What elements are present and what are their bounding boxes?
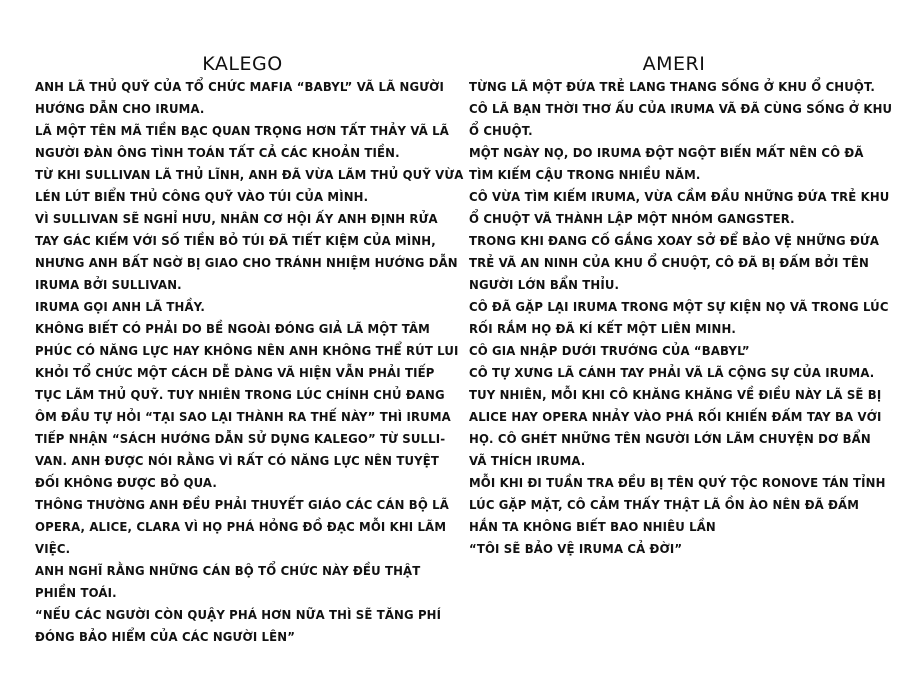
- text-line: Ổ CHUỘT VÃ THÀNH LẬP MỘT NHÓM GANGSTER.: [469, 211, 795, 226]
- text-line: CÔ VỪA TÌM KIẾM IRUMA, VỪA CẦM ĐẦU NHỮNG ĐỨA TRẺ KHU: [469, 189, 890, 204]
- text-line: LÚC GẶP MẶT, CÔ CẢM THẤY THẬT LÃ ỒN ÀO NÊN ĐÃ ĐẤM: [469, 497, 860, 512]
- text-line: TÌM KIẾM CẬU TRONG NHIỀU NĂM.: [469, 167, 701, 182]
- text-line: “TÔI SẼ BẢO VỆ IRUMA CẢ ĐỜI”: [469, 541, 683, 556]
- text-line: IRUMA BỞI SULLIVAN.: [35, 277, 182, 292]
- text-line: LÃ MỘT TÊN MÃ TIỀN BẠC QUAN TRỌNG HƠN TẤT THẢY VÃ LÃ: [35, 123, 449, 138]
- ameri-column: [469, 52, 893, 560]
- text-line: VAN. ANH ĐƯỢC NÓI RẰNG VÌ RẤT CÓ NĂNG LỰC NÊN TUYỆT: [35, 453, 440, 468]
- text-line: TIẾP NHẬN “SÁCH HƯỚNG DẪN SỬ DỤNG KALEGO” TỪ SULLI-: [35, 431, 446, 446]
- text-line: VÌ SULLIVAN SẼ NGHỈ HƯU, NHÂN CƠ HỘI ẤY ANH ĐỊNH RỬA: [35, 211, 438, 226]
- text-line: NGƯỜI ĐÀN ÔNG TÌNH TOÁN TẤT CẢ CÁC KHOẢN TIỀN.: [35, 145, 400, 160]
- text-line: ĐỐI KHÔNG ĐƯỢC BỎ QUA.: [35, 475, 217, 490]
- text-line: TAY GÁC KIẾM VỚI SỐ TIỀN BỎ TÚI ĐÃ TIẾT KIỆM CỦA MÌNH,: [35, 233, 436, 248]
- text-line: NGƯỜI LỚN BẨN THỈU.: [469, 277, 620, 292]
- text-line: NHƯNG ANH BẤT NGỜ BỊ GIAO CHO TRÁNH NHIỆM HƯỚNG DẪN: [35, 255, 458, 270]
- kalego-column: [35, 52, 464, 648]
- text-line: TRONG KHI ĐANG CỐ GẮNG XOAY SỞ ĐỂ BẢO VỆ NHỮNG ĐỨA: [469, 233, 880, 248]
- text-line: ANH LÃ THỦ QUỸ CỦA TỔ CHỨC MAFIA “BABYL” VÃ LÃ NGƯỜI: [35, 79, 445, 94]
- text-line: VÃ THÍCH IRUMA.: [469, 453, 586, 468]
- text-line: KHÔNG BIẾT CÓ PHẢI DO BỀ NGOÀI ĐÓNG GIẢ LÃ MỘT TÂM: [35, 321, 430, 336]
- text-line: TRẺ VÃ AN NINH CỦA KHU Ổ CHUỘT, CÔ ĐÃ BỊ ĐẤM BỞI TÊN: [469, 255, 869, 270]
- text-line: KHỎI TỔ CHỨC MỘT CÁCH DỄ DÀNG VÃ HIỆN VẪN PHẢI TIẾP: [35, 365, 435, 380]
- text-line: CÔ LÃ BẠN THỜI THƠ ẤU CỦA IRUMA VÃ ĐÃ CÙNG SỐNG Ở KHU: [469, 101, 893, 116]
- text-line: “NẾU CÁC NGƯỜI CÒN QUẬY PHÁ HƠN NỮA THÌ SẼ TĂNG PHÍ: [35, 607, 442, 622]
- ameri-description: [469, 76, 893, 560]
- text-line: VIỆC.: [35, 541, 71, 556]
- text-line: CÔ ĐÃ GẶP LẠI IRUMA TRONG MỘT SỰ KIỆN NỌ VÃ TRONG LÚC: [469, 299, 889, 314]
- text-line: TỪ KHI SULLIVAN LÃ THỦ LĨNH, ANH ĐÃ VỪA LÃM THỦ QUỸ VỪA: [35, 167, 464, 182]
- text-line: ANH NGHĨ RẰNG NHỮNG CÁN BỘ TỔ CHỨC NÀY ĐỀU THẬT: [35, 563, 421, 578]
- text-line: IRUMA GỌI ANH LÃ THẦY.: [35, 299, 205, 314]
- text-line: HẮN TA KHÔNG BIẾT BAO NHIÊU LẦN: [469, 519, 716, 534]
- text-line: Ổ CHUỘT.: [469, 123, 533, 138]
- kalego-title: KALEGO: [202, 53, 283, 75]
- text-line: PHÚC CÓ NĂNG LỰC HAY KHÔNG NÊN ANH KHÔNG THỂ RÚT LUI: [35, 343, 459, 358]
- text-line: HƯỚNG DẪN CHO IRUMA.: [35, 101, 205, 116]
- text-line: ALICE HAY OPERA NHẢY VÀO PHÁ RỐI KHIẾN ĐẤM TAY BA VỚI: [469, 409, 882, 424]
- ameri-title: AMERI: [642, 53, 706, 75]
- text-line: TỪNG LÃ MỘT ĐỨA TRẺ LANG THANG SỐNG Ở KHU Ổ CHUỘT.: [469, 79, 875, 94]
- text-line: HỌ. CÔ GHÉT NHỮNG TÊN NGƯỜI LỚN LÃM CHUYỆN DƠ BẨN: [469, 431, 871, 446]
- kalego-description: [35, 76, 464, 648]
- text-line: TỤC LÃM THỦ QUỸ. TUY NHIÊN TRONG LÚC CHÍNH CHỦ ĐANG: [35, 387, 445, 402]
- text-line: MỘT NGÀY NỌ, DO IRUMA ĐỘT NGỘT BIẾN MẤT NÊN CÔ ĐÃ: [469, 145, 864, 160]
- text-line: ĐÓNG BẢO HIỂM CỦA CÁC NGƯỜI LÊN”: [35, 629, 296, 644]
- text-line: CÔ TỰ XƯNG LÃ CÁNH TAY PHẢI VÃ LÃ CỘNG SỰ CỦA IRUMA.: [469, 365, 875, 380]
- text-line: CÔ GIA NHẬP DƯỚI TRƯỚNG CỦA “BABYL”: [469, 343, 750, 358]
- text-line: MỖI KHI ĐI TUẦN TRA ĐỀU BỊ TÊN QUÝ TỘC RONOVE TÁN TỈNH: [469, 475, 886, 490]
- text-line: THÔNG THƯỜNG ANH ĐỀU PHẢI THUYẾT GIÁO CÁC CÁN BỘ LÃ: [35, 497, 449, 512]
- text-line: OPERA, ALICE, CLARA VÌ HỌ PHÁ HỎNG ĐỒ ĐẠC MỖI KHI LÃM: [35, 519, 447, 534]
- text-line: ÔM ĐẦU TỰ HỎI “TẠI SAO LẠI THÀNH RA THẾ NÀY” THÌ IRUMA: [35, 409, 451, 424]
- text-line: TUY NHIÊN, MỖI KHI CÔ KHĂNG KHĂNG VỀ ĐIỀU NÀY LÃ SẼ BỊ: [469, 387, 882, 402]
- text-line: LÉN LÚT BIỂN THỦ CÔNG QUỸ VÀO TÚI CỦA MÌNH.: [35, 189, 369, 204]
- text-line: PHIỀN TOÁI.: [35, 585, 117, 600]
- text-line: RỐI RẮM HỌ ĐÃ KÍ KẾT MỘT LIÊN MINH.: [469, 321, 737, 336]
